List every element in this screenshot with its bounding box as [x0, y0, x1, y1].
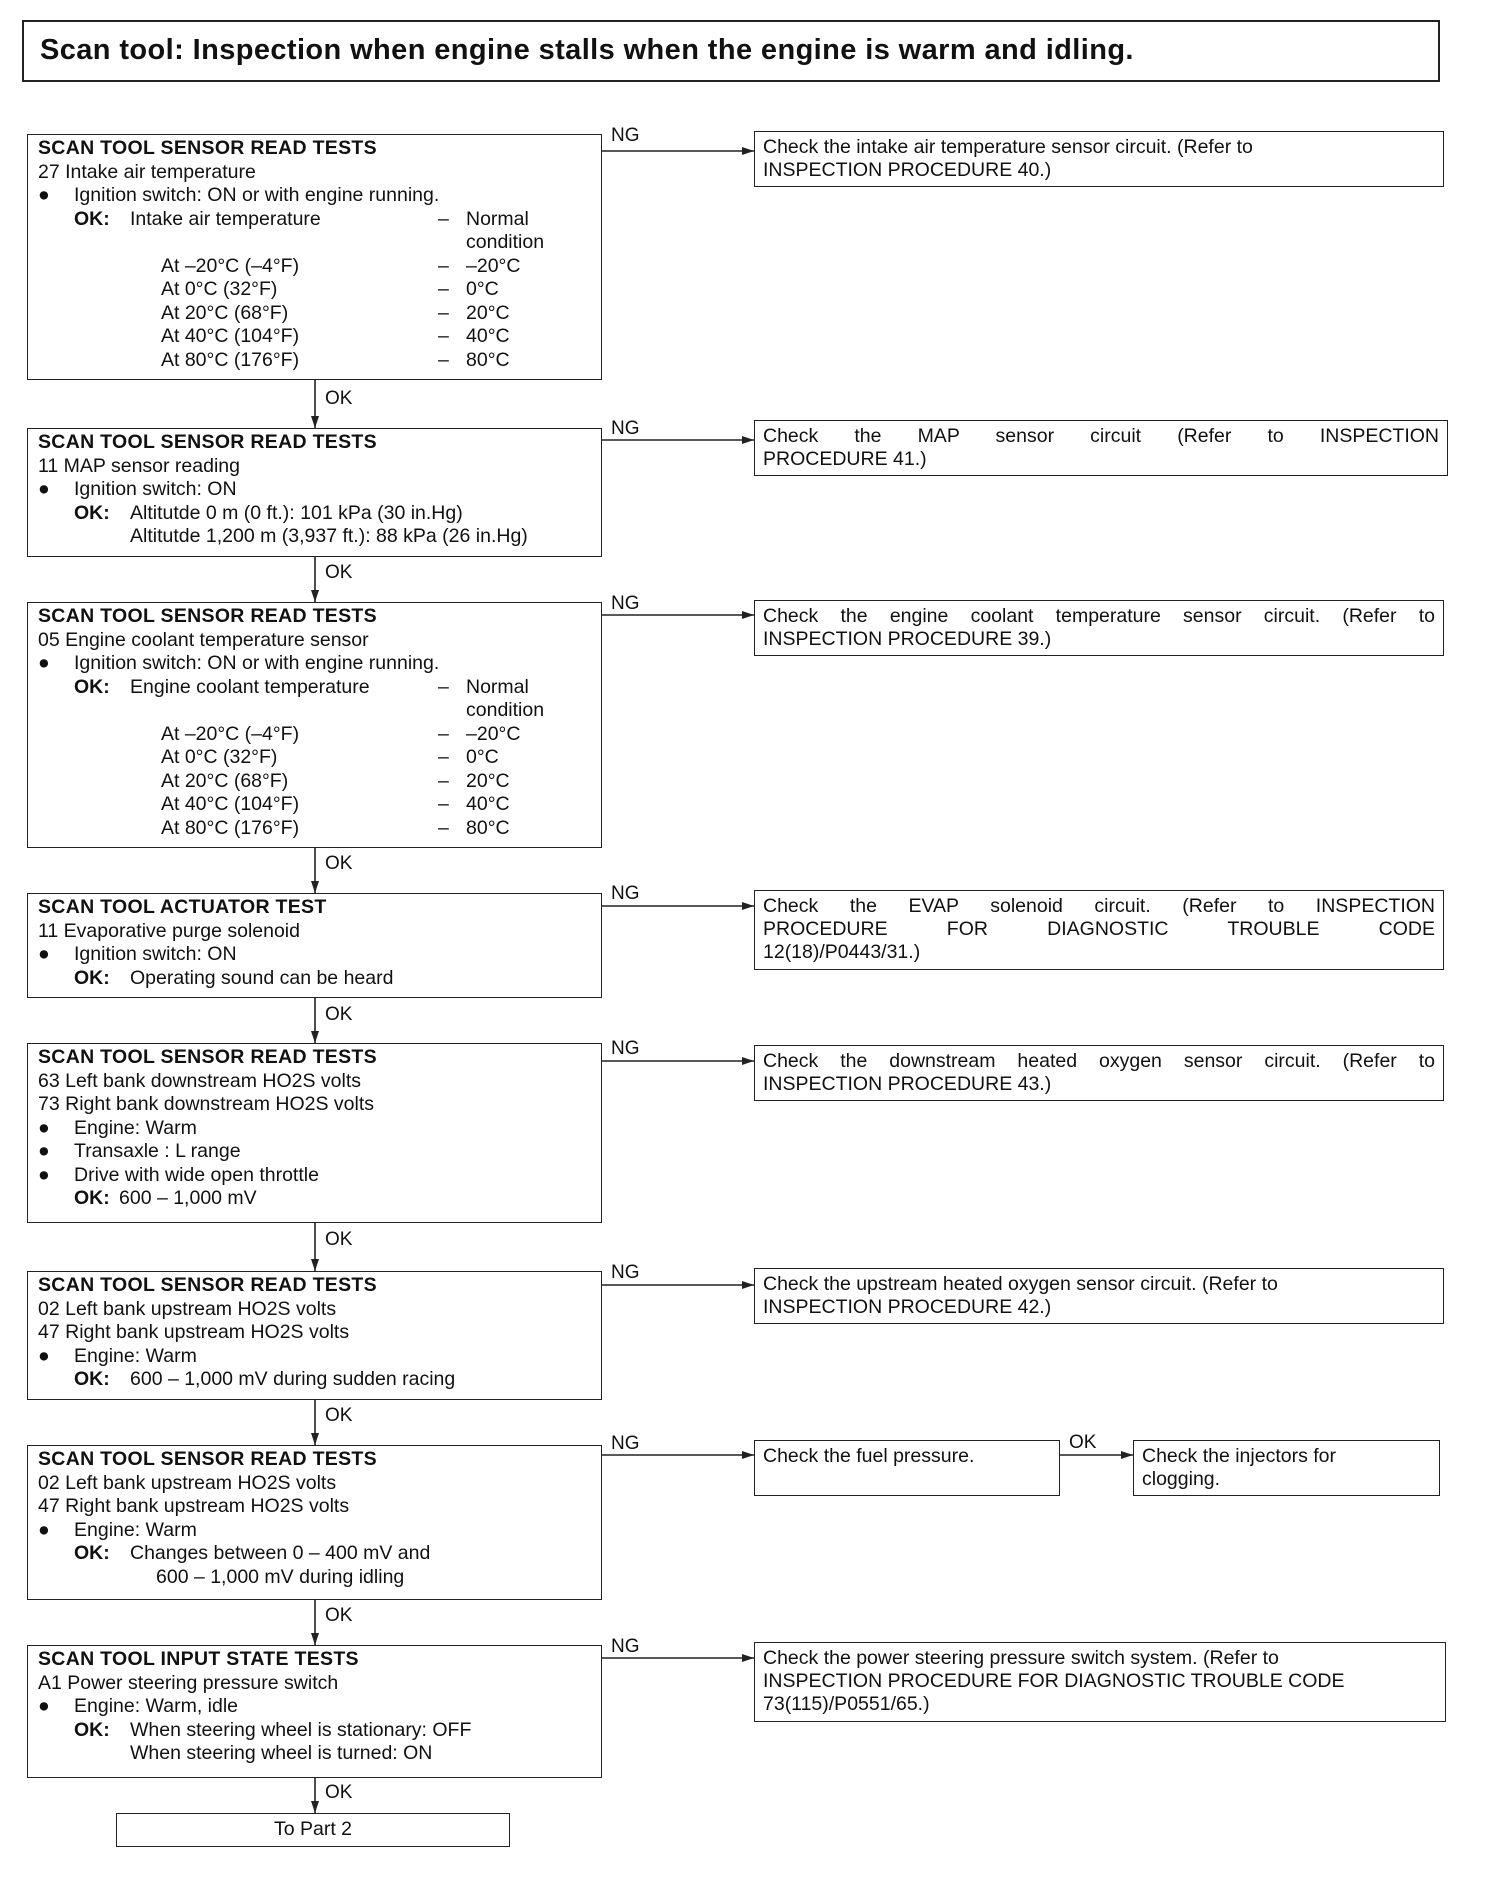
step-item: 63 Left bank downstream HO2S volts [38, 1069, 361, 1092]
step-bullet: Engine: Warm [74, 1116, 197, 1139]
temp-condition: At 80°C (176°F) [161, 348, 300, 371]
ok-label-7: OK [325, 1605, 353, 1626]
step-heading: SCAN TOOL SENSOR READ TESTS [38, 1046, 377, 1068]
action-line: INSPECTION PROCEDURE FOR DIAGNOSTIC TROUBLE CODE [763, 1670, 1345, 1692]
ok-label-5: OK [325, 1229, 353, 1250]
ok-criteria-line: 600 – 1,000 mV [119, 1187, 257, 1209]
ok-result: Normal [466, 207, 529, 230]
step-item: A1 Power steering pressure switch [38, 1671, 339, 1694]
step-heading: SCAN TOOL SENSOR READ TESTS [38, 137, 377, 159]
temp-condition: At 40°C (104°F) [161, 793, 300, 815]
step-item: 05 Engine coolant temperature sensor [38, 628, 369, 651]
ok-label-2: OK [325, 562, 353, 583]
action-line: PROCEDURE FOR DIAGNOSTIC TROUBLE CODE [763, 918, 1435, 940]
ok-criteria-line: Operating sound can be heard [130, 966, 394, 989]
step-bullet: Ignition switch: ON [74, 943, 237, 965]
ng-label-7: NG [611, 1433, 640, 1454]
step-item-2: 47 Right bank upstream HO2S volts [38, 1321, 350, 1343]
temp-condition: At –20°C (–4°F) [161, 254, 300, 277]
ng-action-6 [754, 1268, 1444, 1324]
ng-label-2: NG [611, 418, 640, 439]
step-7-box [27, 1445, 602, 1600]
ok-label-1: OK [325, 388, 353, 409]
ng-label-6: NG [611, 1262, 640, 1283]
step-bullet: Ignition switch: ON or with engine running. [74, 652, 440, 674]
step-item-2: 73 Right bank downstream HO2S volts [38, 1093, 374, 1115]
to-part-2-box: To Part 2 [116, 1813, 510, 1847]
temp-value: 40°C [466, 325, 510, 347]
action-line: 12(18)/P0443/31.) [763, 941, 921, 963]
ng-action-8 [754, 1642, 1446, 1722]
bullet-icon: ● [38, 943, 50, 965]
temp-condition: At 20°C (68°F) [161, 769, 289, 792]
step-item: 02 Left bank upstream HO2S volts [38, 1297, 337, 1320]
step-bullet: Ignition switch: ON [74, 478, 237, 500]
step-8-box [27, 1645, 602, 1778]
step-6-box [27, 1271, 602, 1400]
action-line: PROCEDURE 41.) [763, 448, 927, 470]
ok-criteria-text: Intake air temperature [130, 207, 321, 230]
action-line: Check the intake air temperature sensor circuit. (Refer to [763, 136, 1253, 158]
temp-value: 80°C [466, 816, 510, 839]
step-bullet: Engine: Warm [74, 1344, 197, 1367]
ok-criteria-label: OK: [74, 1368, 110, 1390]
dash: – [438, 207, 449, 230]
page-title: Scan tool: Inspection when engine stalls when the engine is warm and idling. [40, 34, 1134, 66]
dash: – [438, 348, 449, 371]
ng-action-3 [754, 600, 1444, 656]
ok-label-3: OK [325, 853, 353, 874]
action-line: Check the power steering pressure switch system. (Refer to [763, 1647, 1279, 1669]
ok-label-8: OK [325, 1782, 353, 1803]
ok-label-fuel: OK [1069, 1432, 1097, 1453]
step-bullet: Ignition switch: ON or with engine running. [74, 184, 440, 206]
temp-condition: At 0°C (32°F) [161, 278, 278, 300]
bullet-icon: ● [38, 652, 50, 674]
action-line: Check the MAP sensor circuit (Refer to INSPECTION [763, 425, 1439, 447]
ng-label-5: NG [611, 1038, 640, 1059]
ok-label-6: OK [325, 1405, 353, 1426]
step-heading: SCAN TOOL ACTUATOR TEST [38, 896, 327, 918]
step-item-2: 47 Right bank upstream HO2S volts [38, 1495, 350, 1517]
ok-action-injectors [1133, 1440, 1440, 1496]
ng-label-3: NG [611, 593, 640, 614]
ok-result: Normal [466, 675, 529, 698]
step-3-box [27, 602, 602, 848]
temp-value: 40°C [466, 793, 510, 815]
ok-criteria-line: When steering wheel is stationary: OFF [130, 1718, 472, 1741]
temp-value: –20°C [466, 254, 521, 277]
ok-criteria-label: OK: [74, 1187, 110, 1209]
step-heading: SCAN TOOL SENSOR READ TESTS [38, 605, 377, 627]
bullet-icon: ● [38, 1695, 50, 1717]
action-line: Check the upstream heated oxygen sensor circuit. (Refer to [763, 1273, 1278, 1295]
dash: – [438, 301, 449, 324]
dash: – [438, 746, 449, 768]
ok-criteria-line: Altitutde 1,200 m (3,937 ft.): 88 kPa (26 in.Hg) [130, 525, 528, 547]
temp-condition: At 20°C (68°F) [161, 301, 289, 324]
step-item: 11 MAP sensor reading [38, 454, 240, 477]
bullet-icon: ● [38, 184, 50, 206]
ok-criteria-label: OK: [74, 501, 110, 524]
ok-criteria-label: OK: [74, 1718, 110, 1741]
step-4-box [27, 893, 602, 998]
ok-result-2: condition [466, 231, 545, 253]
action-line: Check the engine coolant temperature sensor circuit. (Refer to [763, 605, 1435, 627]
ng-action-2 [754, 420, 1448, 476]
ok-criteria-line: 600 – 1,000 mV during idling [156, 1565, 405, 1588]
step-item: 27 Intake air temperature [38, 160, 256, 183]
action-line: Check the fuel pressure. [763, 1445, 975, 1467]
action-line: Check the EVAP solenoid circuit. (Refer to INSPECTION [763, 895, 1435, 917]
action-line: INSPECTION PROCEDURE 43.) [763, 1073, 1052, 1095]
ok-criteria-label: OK: [74, 207, 110, 230]
bullet-icon: ● [38, 1140, 50, 1162]
dash: – [438, 325, 449, 347]
temp-value: 0°C [466, 278, 499, 300]
step-bullet: Transaxle : L range [74, 1140, 241, 1162]
temp-value: 20°C [466, 301, 510, 324]
ok-criteria-line: When steering wheel is turned: ON [130, 1742, 433, 1764]
step-bullet: Engine: Warm, idle [74, 1695, 239, 1717]
ok-criteria-label: OK: [74, 675, 110, 698]
step-5-box [27, 1043, 602, 1223]
ok-result-2: condition [466, 699, 545, 721]
dash: – [438, 816, 449, 839]
step-bullet: Engine: Warm [74, 1518, 197, 1541]
dash: – [438, 254, 449, 277]
bullet-icon: ● [38, 1518, 50, 1541]
ng-action-1 [754, 131, 1444, 187]
dash: – [438, 793, 449, 815]
ng-label-4: NG [611, 883, 640, 904]
bullet-icon: ● [38, 1116, 50, 1139]
action-line: INSPECTION PROCEDURE 39.) [763, 628, 1052, 650]
temp-condition: At –20°C (–4°F) [161, 722, 300, 745]
dash: – [438, 722, 449, 745]
action-line: Check the downstream heated oxygen sensor circuit. (Refer to [763, 1050, 1435, 1072]
bullet-icon: ● [38, 478, 50, 500]
temp-value: 80°C [466, 348, 510, 371]
ok-label-4: OK [325, 1004, 353, 1025]
temp-value: 20°C [466, 769, 510, 792]
ok-criteria-text: Engine coolant temperature [130, 675, 370, 698]
temp-condition: At 80°C (176°F) [161, 816, 300, 839]
step-item: 11 Evaporative purge solenoid [38, 919, 300, 942]
step-heading: SCAN TOOL SENSOR READ TESTS [38, 1448, 377, 1470]
action-line: 73(115)/P0551/65.) [763, 1693, 930, 1715]
step-1-box [27, 134, 602, 380]
ng-action-7 [754, 1440, 1060, 1496]
action-line: clogging. [1142, 1468, 1221, 1490]
step-heading: SCAN TOOL SENSOR READ TESTS [38, 431, 377, 453]
step-item: 02 Left bank upstream HO2S volts [38, 1471, 337, 1494]
ng-label-1: NG [611, 125, 640, 146]
action-line: INSPECTION PROCEDURE 42.) [763, 1296, 1052, 1318]
action-line: INSPECTION PROCEDURE 40.) [763, 159, 1052, 181]
ng-label-8: NG [611, 1636, 640, 1657]
dash: – [438, 769, 449, 792]
step-2-box [27, 428, 602, 557]
ng-action-4 [754, 890, 1444, 970]
temp-condition: At 40°C (104°F) [161, 325, 300, 347]
step-bullet: Drive with wide open throttle [74, 1163, 319, 1186]
dash: – [438, 278, 449, 300]
bullet-icon: ● [38, 1163, 50, 1186]
ok-criteria-line: Changes between 0 – 400 mV and [130, 1542, 431, 1564]
temp-value: –20°C [466, 722, 521, 745]
ok-criteria-label: OK: [74, 966, 110, 989]
ok-criteria-line: Altitutde 0 m (0 ft.): 101 kPa (30 in.Hg) [130, 501, 463, 524]
ng-action-5 [754, 1045, 1444, 1101]
ok-criteria-line: 600 – 1,000 mV during sudden racing [130, 1368, 456, 1390]
action-line: Check the injectors for [1142, 1445, 1337, 1467]
step-heading: SCAN TOOL SENSOR READ TESTS [38, 1274, 377, 1296]
dash: – [438, 675, 449, 698]
step-heading: SCAN TOOL INPUT STATE TESTS [38, 1648, 359, 1670]
temp-value: 0°C [466, 746, 499, 768]
ok-criteria-label: OK: [74, 1542, 110, 1564]
bullet-icon: ● [38, 1344, 50, 1367]
temp-condition: At 0°C (32°F) [161, 746, 278, 768]
